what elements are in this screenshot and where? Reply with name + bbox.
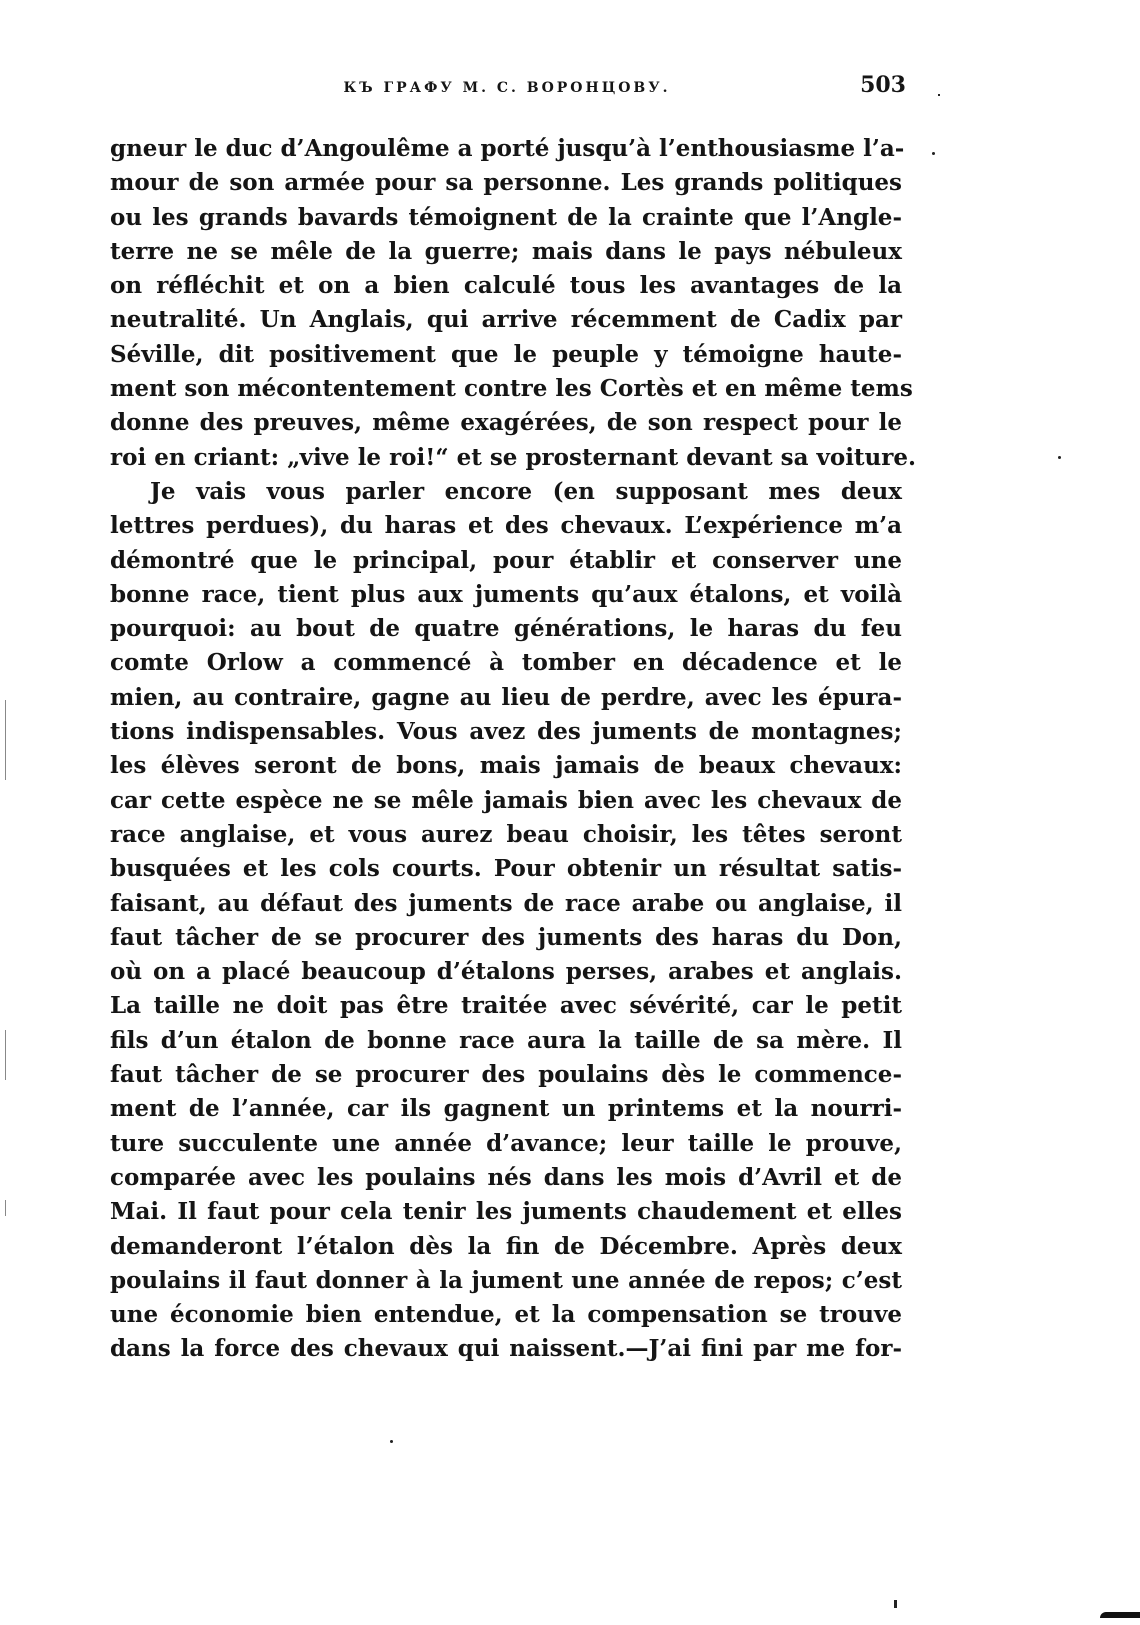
text-line: une économie bien entendue, et la compensation se trouve — [110, 1301, 902, 1329]
text-line: comparée avec les poulains nés dans les mois d’Avril et de — [110, 1163, 902, 1191]
margin-rule — [5, 1200, 6, 1216]
text-line: les élèves seront de bons, mais jamais de beaux chevaux: — [110, 752, 902, 780]
body-text — [110, 132, 917, 1367]
text-line: Séville, dit positivement que le peuple y témoigne haute- — [110, 340, 902, 368]
text-line: on réfléchit et on a bien calculé tous les avantages de la — [110, 272, 902, 300]
page-edge-shadow — [1100, 1612, 1140, 1618]
scan-speck — [932, 152, 935, 155]
margin-rule — [5, 1030, 6, 1080]
text-line: demanderont l’étalon dès la fin de Décembre. Après deux — [110, 1232, 902, 1260]
text-line: terre ne se mêle de la guerre; mais dans le pays nébuleux — [110, 237, 902, 265]
text-line: faut tâcher de se procurer des juments des haras du Don, — [110, 923, 902, 951]
text-line: dans la force des chevaux qui naissent.—J’ai fini par me for- — [110, 1335, 902, 1363]
text-line: bonne race, tient plus aux juments qu’aux étalons, et voilà — [110, 580, 902, 608]
text-line: lettres perdues), du haras et des chevaux. L’expérience m’a — [110, 512, 902, 540]
text-line: pourquoi: au bout de quatre générations, le haras du feu — [110, 615, 902, 643]
text-line: neutralité. Un Anglais, qui arrive récemment de Cadix par — [110, 306, 902, 334]
text-line: faisant, au défaut des juments de race arabe ou anglaise, il — [110, 889, 902, 917]
text-line: tions indispensables. Vous avez des juments de montagnes; — [110, 718, 902, 746]
text-line: démontré que le principal, pour établir et conserver une — [110, 546, 902, 574]
text-line: ou les grands bavards témoignent de la crainte que l’Angle- — [110, 203, 902, 231]
text-line: ment son mécontentement contre les Cortès et en même tems — [110, 375, 913, 403]
text-line: Je vais vous parler encore (en supposant mes deux — [150, 477, 902, 505]
text-line: fils d’un étalon de bonne race aura la taille de sa mère. Il — [110, 1026, 902, 1054]
text-line: comte Orlow a commencé à tomber en décadence et le — [110, 649, 902, 677]
text-line: mour de son armée pour sa personne. Les grands politiques — [110, 169, 902, 197]
text-line: car cette espèce ne se mêle jamais bien avec les chevaux de — [110, 786, 902, 814]
page-number: 503 — [860, 72, 906, 98]
text-line: faut tâcher de se procurer des poulains dès le commence- — [110, 1061, 902, 1089]
running-title: КЪ ГРАФУ М. С. ВОРОНЦОВУ. — [343, 80, 671, 96]
text-line: mien, au contraire, gagne au lieu de perdre, avec les épura- — [110, 683, 902, 711]
text-line: gneur le duc d’Angoulême a porté jusqu’à l’enthousiasme l’a- — [110, 135, 905, 162]
text-line: busquées et les cols courts. Pour obtenir un résultat satis- — [110, 855, 902, 883]
text-line: donne des preuves, même exagérées, de son respect pour le — [110, 409, 902, 437]
text-line: La taille ne doit pas être traitée avec sévérité, car le petit — [110, 992, 902, 1020]
margin-rule — [5, 700, 6, 780]
text-line: poulains il faut donner à la jument une année de repos; c’est — [110, 1266, 902, 1294]
scan-speck — [1058, 456, 1061, 459]
scan-speck — [938, 94, 940, 96]
text-line: où on a placé beaucoup d’étalons perses, arabes et anglais. — [110, 958, 902, 986]
text-line: Mai. Il faut pour cela tenir les juments chaudement et elles — [110, 1198, 902, 1226]
text-line: race anglaise, et vous aurez beau choisir, les têtes seront — [110, 820, 902, 848]
text-line: ment de l’année, car ils gagnent un printems et la nourri- — [110, 1095, 902, 1123]
text-line: roi en criant: „vive le roi!“ et se prosternant devant sa voiture. — [110, 443, 917, 471]
text-line: ture succulente une année d’avance; leur taille le prouve, — [110, 1129, 902, 1157]
running-head — [108, 72, 906, 108]
scan-speck — [894, 1600, 897, 1608]
scan-speck — [390, 1440, 393, 1443]
